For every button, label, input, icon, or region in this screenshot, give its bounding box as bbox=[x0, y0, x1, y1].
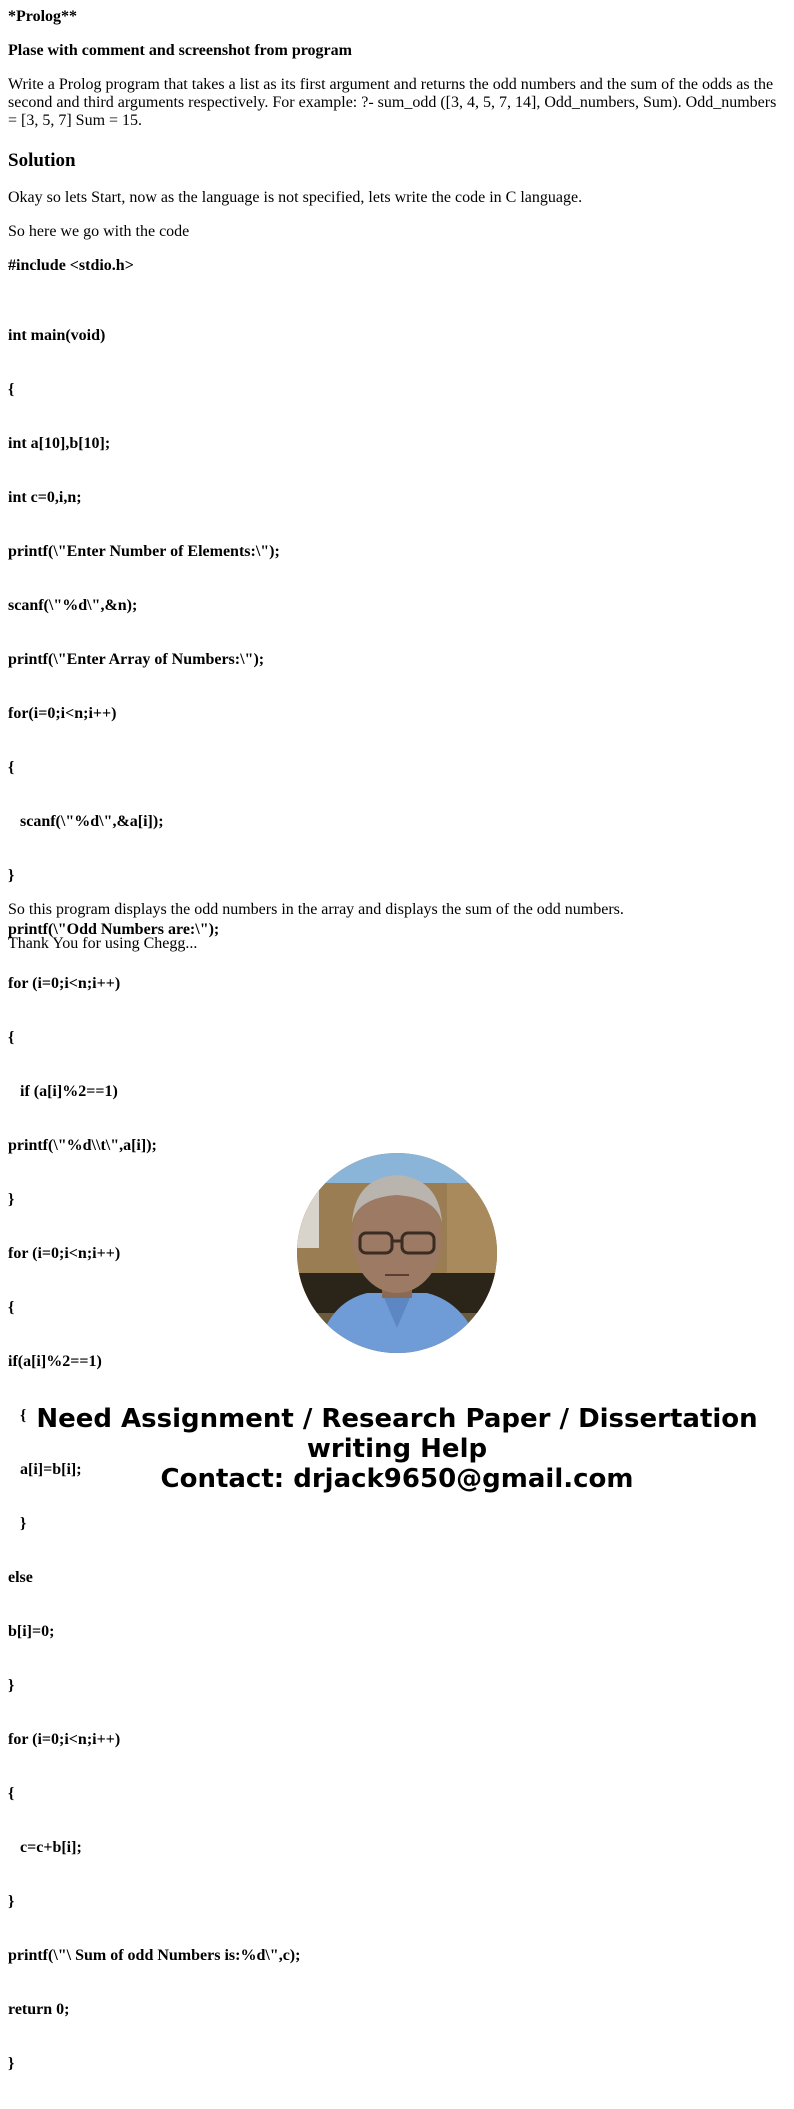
avatar-portrait-icon bbox=[297, 1153, 497, 1353]
code-line: { bbox=[8, 1407, 27, 1424]
code-line: } bbox=[8, 1515, 27, 1532]
code-line: scanf(\"%d\",&a[i]); bbox=[8, 813, 164, 830]
code-line: if (a[i]%2==1) bbox=[8, 1083, 118, 1100]
code-line: { bbox=[8, 759, 15, 776]
code-line: int main(void) bbox=[8, 327, 106, 344]
code-line: { bbox=[8, 1785, 15, 1802]
code-line: printf(\"%d\\t\",a[i]); bbox=[8, 1137, 157, 1154]
code-line: } bbox=[8, 2055, 15, 2072]
code-line: for (i=0;i<n;i++) bbox=[8, 1245, 121, 1262]
promo-line-1: Need Assignment / Research Paper / Dissertation bbox=[36, 1404, 758, 1434]
code-line: for (i=0;i<n;i++) bbox=[8, 975, 121, 992]
code-line: printf(\"Enter Array of Numbers:\"); bbox=[8, 651, 265, 668]
code-line: } bbox=[8, 1893, 15, 1910]
code-block bbox=[8, 291, 300, 2109]
code-line: scanf(\"%d\",&n); bbox=[8, 597, 138, 614]
code-line: } bbox=[8, 867, 15, 884]
code-line: printf(\"Odd Numbers are:\"); bbox=[8, 921, 220, 938]
code-line: printf(\"Enter Number of Elements:\"); bbox=[8, 543, 280, 560]
solution-heading: Solution bbox=[8, 150, 76, 171]
code-line: else bbox=[8, 1569, 33, 1586]
solution-lead: So here we go with the code bbox=[8, 223, 190, 240]
code-line: } bbox=[8, 1677, 15, 1694]
code-line: for (i=0;i<n;i++) bbox=[8, 1731, 121, 1748]
solution-summary: So this program displays the odd numbers in the array and displays the sum of the odd numbers. bbox=[8, 901, 624, 918]
code-line: c=c+b[i]; bbox=[8, 1839, 82, 1856]
question-body: Write a Prolog program that takes a list as its first argument and returns the odd numbers and the sum of the odds as the second and third arguments respectively. For example: ?- sum_odd ([3, 4, 5, 7, 14], Odd_numbers, Sum). Odd_numbers = [3, 5, 7] Sum = 15. bbox=[8, 76, 777, 129]
person-photo-avatar-icon bbox=[297, 1153, 497, 1353]
solution-intro: Okay so lets Start, now as the language is not specified, lets write the code in C language. bbox=[8, 189, 583, 206]
solution-thanks: Thank You for using Chegg... bbox=[8, 935, 198, 952]
code-line: { bbox=[8, 1029, 15, 1046]
code-line: int c=0,i,n; bbox=[8, 489, 82, 506]
code-line: for(i=0;i<n;i++) bbox=[8, 705, 117, 722]
code-include: #include <stdio.h> bbox=[8, 257, 134, 274]
code-line: printf(\"\ Sum of odd Numbers is:%d\",c); bbox=[8, 1947, 301, 1964]
code-line: } bbox=[8, 1191, 15, 1208]
code-line: int a[10],b[10]; bbox=[8, 435, 111, 452]
code-line: b[i]=0; bbox=[8, 1623, 55, 1640]
promo-banner bbox=[0, 1404, 794, 1494]
code-line: return 0; bbox=[8, 2001, 70, 2018]
code-line: if(a[i]%2==1) bbox=[8, 1353, 102, 1370]
code-line: { bbox=[8, 1299, 15, 1316]
promo-line-2: writing Help bbox=[306, 1434, 488, 1464]
code-line: { bbox=[8, 381, 15, 398]
question-title: *Prolog** bbox=[8, 8, 78, 25]
code-line: a[i]=b[i]; bbox=[8, 1461, 82, 1478]
question-subtitle: Plase with comment and screenshot from program bbox=[8, 42, 352, 59]
promo-contact: Contact: drjack9650@gmail.com bbox=[160, 1464, 634, 1494]
